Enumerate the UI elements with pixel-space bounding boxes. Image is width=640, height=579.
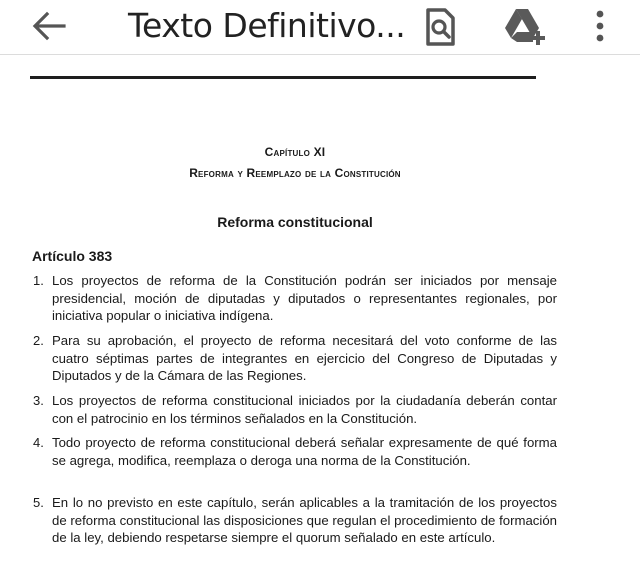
item-number: 5. (33, 495, 44, 510)
section-heading: Reforma constitucional (217, 214, 373, 230)
item-number: 2. (33, 333, 44, 348)
item-text: Los proyectos de reforma constitucional iniciados por la ciudadanía deberán contar con el patrocinio en los términos señalados en la Constitución. (52, 393, 557, 426)
document-title: Texto Definitivo... (128, 6, 406, 45)
item-number: 1. (33, 273, 44, 288)
more-vertical-icon (586, 6, 614, 46)
drive-add-icon (503, 4, 551, 48)
article-heading: Artículo 383 (32, 248, 113, 264)
item-number: 3. (33, 393, 44, 408)
item-text: En lo no previsto en este capítulo, serán aplicables a la tramitación de los proyectos de reforma constitucional las disposiciones que regulan el procedimiento de formación de la ley, debiendo respetarse siempre el quorum señalado en este artículo. (52, 495, 557, 545)
page-divider (30, 76, 536, 79)
document-search-icon (420, 4, 460, 48)
item-text: Los proyectos de reforma de la Constitución podrán ser iniciados por mensaje presidencial, moción de diputadas y diputados o representantes regionales, por iniciativa popular o iniciativa indígena. (52, 273, 557, 323)
app-bar (0, 0, 640, 54)
more-options-button[interactable] (586, 6, 614, 46)
item-text: Todo proyecto de reforma constitucional deberá señalar expresamente de qué forma se agrega, modifica, reemplaza o deroga una norma de la Constitución. (52, 435, 557, 468)
back-button[interactable] (30, 8, 70, 44)
chapter-title: Reforma y Reemplazo de la Constitución (189, 166, 401, 180)
chapter-heading: Capítulo XI (264, 145, 326, 159)
item-text: Para su aprobación, el proyecto de reforma necesitará del voto conforme de las cuatro séptimas partes de integrantes en ejercicio del Congreso de Diputadas y Diputados y de la Cámara de las Regiones. (52, 333, 557, 383)
item-number: 4. (33, 435, 44, 450)
arrow-left-icon (30, 8, 70, 44)
add-to-drive-button[interactable] (503, 4, 551, 48)
document-page[interactable] (0, 54, 640, 579)
search-in-document-button[interactable] (420, 4, 460, 48)
